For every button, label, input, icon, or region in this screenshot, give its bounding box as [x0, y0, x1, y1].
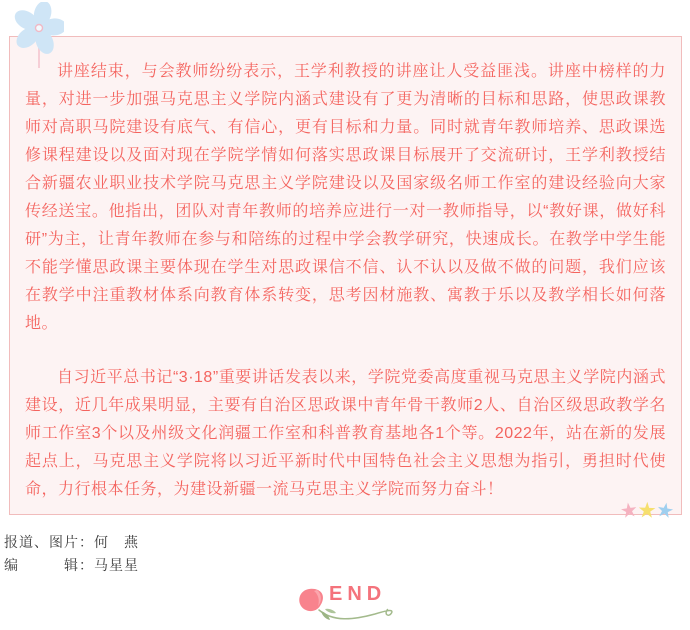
article-paragraph: 讲座结束，与会教师纷纷表示，王学利教授的讲座让人受益匪浅。讲座中榜样的力量，对进一步加强马克思主义学院内涵式建设有了更为清晰的目标和思路，使思政课教师对高职马院建设有底气、有信心，更有目标和力量。同时就青年教师培养、思政课选修课程建设以及面对现在学院学情如何落实思政课目标展开了交流研讨，王学利教授结合新疆农业职业技术学院马克思主义学院建设以及国家级名师工作室的建设经验向大家传经送宝。他指出，团队对青年教师的培养应进行一对一教师指导，以“教好课，做好科研”为主，让青年教师在参与和陪练的过程中学会教学研究，快速成长。在教学中学生能不能学懂思政课主要体现在学生对思政课信不信、认不认以及做不做的问题，我们应该在教学中注重教材体系向教育体系转变，思考因材施教、寓教于乐以及教学相长如何落地。	[25, 63, 666, 332]
credits	[4, 531, 139, 577]
pinwheel-flower-icon	[12, 2, 64, 74]
pink-star-icon: ★	[618, 498, 640, 524]
credits-line-editor: 编 辑：马星星	[4, 557, 139, 573]
article-paragraph: 自习近平总书记“3·18”重要讲话发表以来，学院党委高度重视马克思主义学院内涵式建设，近几年成果明显，主要有自治区思政课中青年骨干教师2人、自治区级思政教学名师工作室3个以及州级文化润疆工作室和科普教育基地各1个等。2022年，站在新的发展起点上，马克思主义学院将以习近平新时代中国特色社会主义思想为指引，勇担时代使命，力行根本任务，为建设新疆一流马克思主义学院而努力奋斗！	[25, 369, 666, 498]
blue-star-icon: ★	[654, 498, 676, 524]
end-label: END	[329, 583, 387, 605]
corner-stars	[620, 499, 674, 523]
article-frame	[9, 36, 682, 515]
end-mark	[295, 578, 445, 624]
yellow-star-icon: ★	[636, 498, 658, 524]
credits-line-reporter: 报道、图片：何 燕	[4, 534, 139, 550]
